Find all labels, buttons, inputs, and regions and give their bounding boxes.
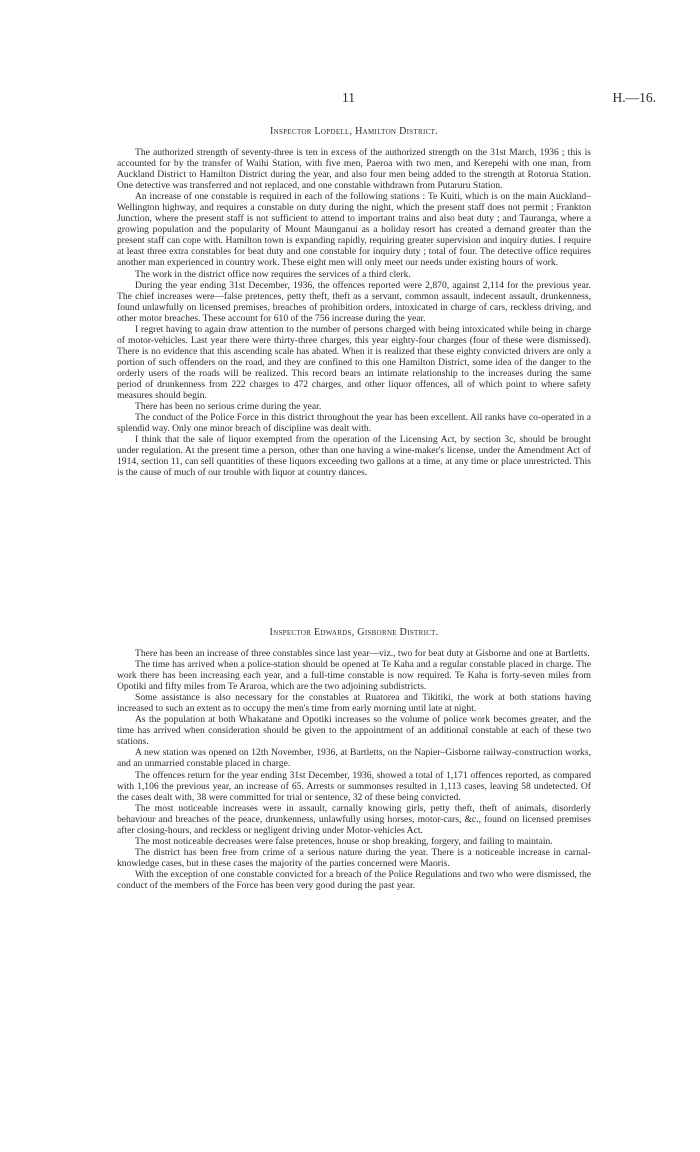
paragraph: With the exception of one constable convicted for a breach of the Police Regulations and two who were dismissed, the conduct of the members of the Force has been very good during the past year. bbox=[117, 868, 591, 891]
paragraph: During the year ending 31st December, 1936, the offences reported were 2,870, against 2,114 for the previous year. The chief increases were—false pretences, petty theft, theft as a servant, common assault, indecent assault, drunkenness, found unlawfully on licensed premises, breaches of prohibition orders, intoxicated in charge of cars, reckless driving, and other motor breaches. These account for 610 of the 756 increase during the year. bbox=[117, 279, 591, 324]
paragraph: An increase of one constable is required in each of the following stations : Te Kuiti, which is on the main Auckland–Wellington highway, and requires a constable on duty during the night, which the present staff does not permit ; Frankton Junction, where the present staff is not sufficient to attend to important trains and also beat duty ; and Tauranga, where a growing population and the popularity of Mount Maunganui as a holiday resort has created a demand greater than the present staff can cope with. Hamilton town is expanding rapidly, requiring greater supervision and inquiry duties. I require at least three extra constables for beat duty and one constable for inquiry duty ; total of four. The detective office requires another man experienced in country work. These eight men will only meet our needs under existing hours of work. bbox=[117, 191, 591, 269]
section-gisborne-district bbox=[117, 627, 591, 891]
paragraph: There has been an increase of three constables since last year—viz., two for beat duty at Gisborne and one at Bartletts. bbox=[135, 648, 590, 659]
paragraph: As the population at both Whakatane and Opotiki increases so the volume of police work becomes greater, and the time has arrived when consideration should be given to the appointment of an additional constable at each of these two stations. bbox=[117, 714, 591, 748]
paragraph: The authorized strength of seventy-three is ten in excess of the authorized strength on the 31st March, 1936 ; this is accounted for by the transfer of Waihi Station, with five men, Paeroa with two men, and Kerepehi with one man, from Auckland District to Hamilton District during the year, and also four men being added to the strength at Rotorua Station. One detective was transferred and not replaced, and one constable withdrawn from Putaruru Station. bbox=[117, 147, 591, 192]
paragraph: The work in the district office now requires the services of a third clerk. bbox=[135, 268, 411, 280]
paragraph: The most noticeable decreases were false pretences, house or shop breaking, forgery, and failing to maintain. bbox=[135, 835, 553, 847]
section-hamilton-district bbox=[117, 126, 591, 478]
paragraph: The conduct of the Police Force in this district throughout the year has been excellent. All ranks have co-operated in a splendid way. Only one minor breach of discipline was dealt with. bbox=[117, 412, 591, 435]
paragraph: There has been no serious crime during the year. bbox=[135, 401, 322, 413]
paragraph: I think that the sale of liquor exempted from the operation of the Licensing Act, by section 3c, should be brought under regulation. At the present time a person, other than one having a wine-maker's license, under the Amendment Act of 1914, section 11, can sell quantities of these liquors exceeding two gallons at a time, at any time or place unrestricted. This is the cause of much of our trouble with liquor at country dances. bbox=[117, 434, 591, 479]
page-number: 11 bbox=[342, 90, 355, 105]
document-code: H.—16. bbox=[612, 90, 656, 105]
paragraph: I regret having to again draw attention to the number of persons charged with being intoxicated while being in charge of motor-vehicles. Last year there were thirty-three charges, this year eighty-four charges (four of these were dismissed). There is no evidence that this ascending scale has abated. When it is realized that these eighty convicted drivers are only a portion of such offenders on the road, and they are confined to this one Hamilton District, some idea of the danger to the orderly users of the roads will be realized. This record bears an intimate relationship to the increases during the same period of drunkenness from 222 charges to 472 charges, and other liquor offences, all of which point to where safety measures should begin. bbox=[117, 323, 591, 402]
page-header bbox=[0, 90, 700, 106]
paragraph: The most noticeable increases were in assault, carnally knowing girls, petty theft, theft of animals, disorderly behaviour and breaches of the peace, drunkenness, unlawfully using horses, motor-cars, &c., found on licensed premises after closing-hours, and reckless or negligent driving under Motor-vehicles Act. bbox=[117, 802, 591, 836]
section-heading: Inspector Lopdell, Hamilton District. bbox=[270, 126, 438, 137]
paragraph: A new station was opened on 12th November, 1936, at Bartletts, on the Napier–Gisborne railway-construction works, and an unmarried constable placed in charge. bbox=[117, 747, 591, 770]
paragraph: The time has arrived when a police-station should be opened at Te Kaha and a regular constable placed in charge. The work there has been increasing each year, and a full-time constable is now required. Te Kaha is forty-seven miles from Opotiki and fifty miles from Te Araroa, which are the two adjoining subdistricts. bbox=[117, 659, 591, 693]
paragraph: The offences return for the year ending 31st December, 1936, showed a total of 1,171 offences reported, as compared with 1,106 the previous year, an increase of 65. Arrests or summonses resulted in 1,113 cases, leaving 58 undetected. Of the cases dealt with, 38 were committed for trial or sentence, 32 of these being convicted. bbox=[117, 769, 591, 803]
paragraph: Some assistance is also necessary for the constables at Ruatorea and Tikitiki, the work at both stations having increased to such an extent as to occupy the men's time from early morning until late at night. bbox=[117, 692, 591, 715]
paragraph: The district has been free from crime of a serious nature during the year. There is a noticeable increase in carnal-knowledge cases, but in these cases the majority of the parties concerned were Maoris. bbox=[117, 846, 591, 869]
section-heading: Inspector Edwards, Gisborne District. bbox=[269, 627, 439, 638]
